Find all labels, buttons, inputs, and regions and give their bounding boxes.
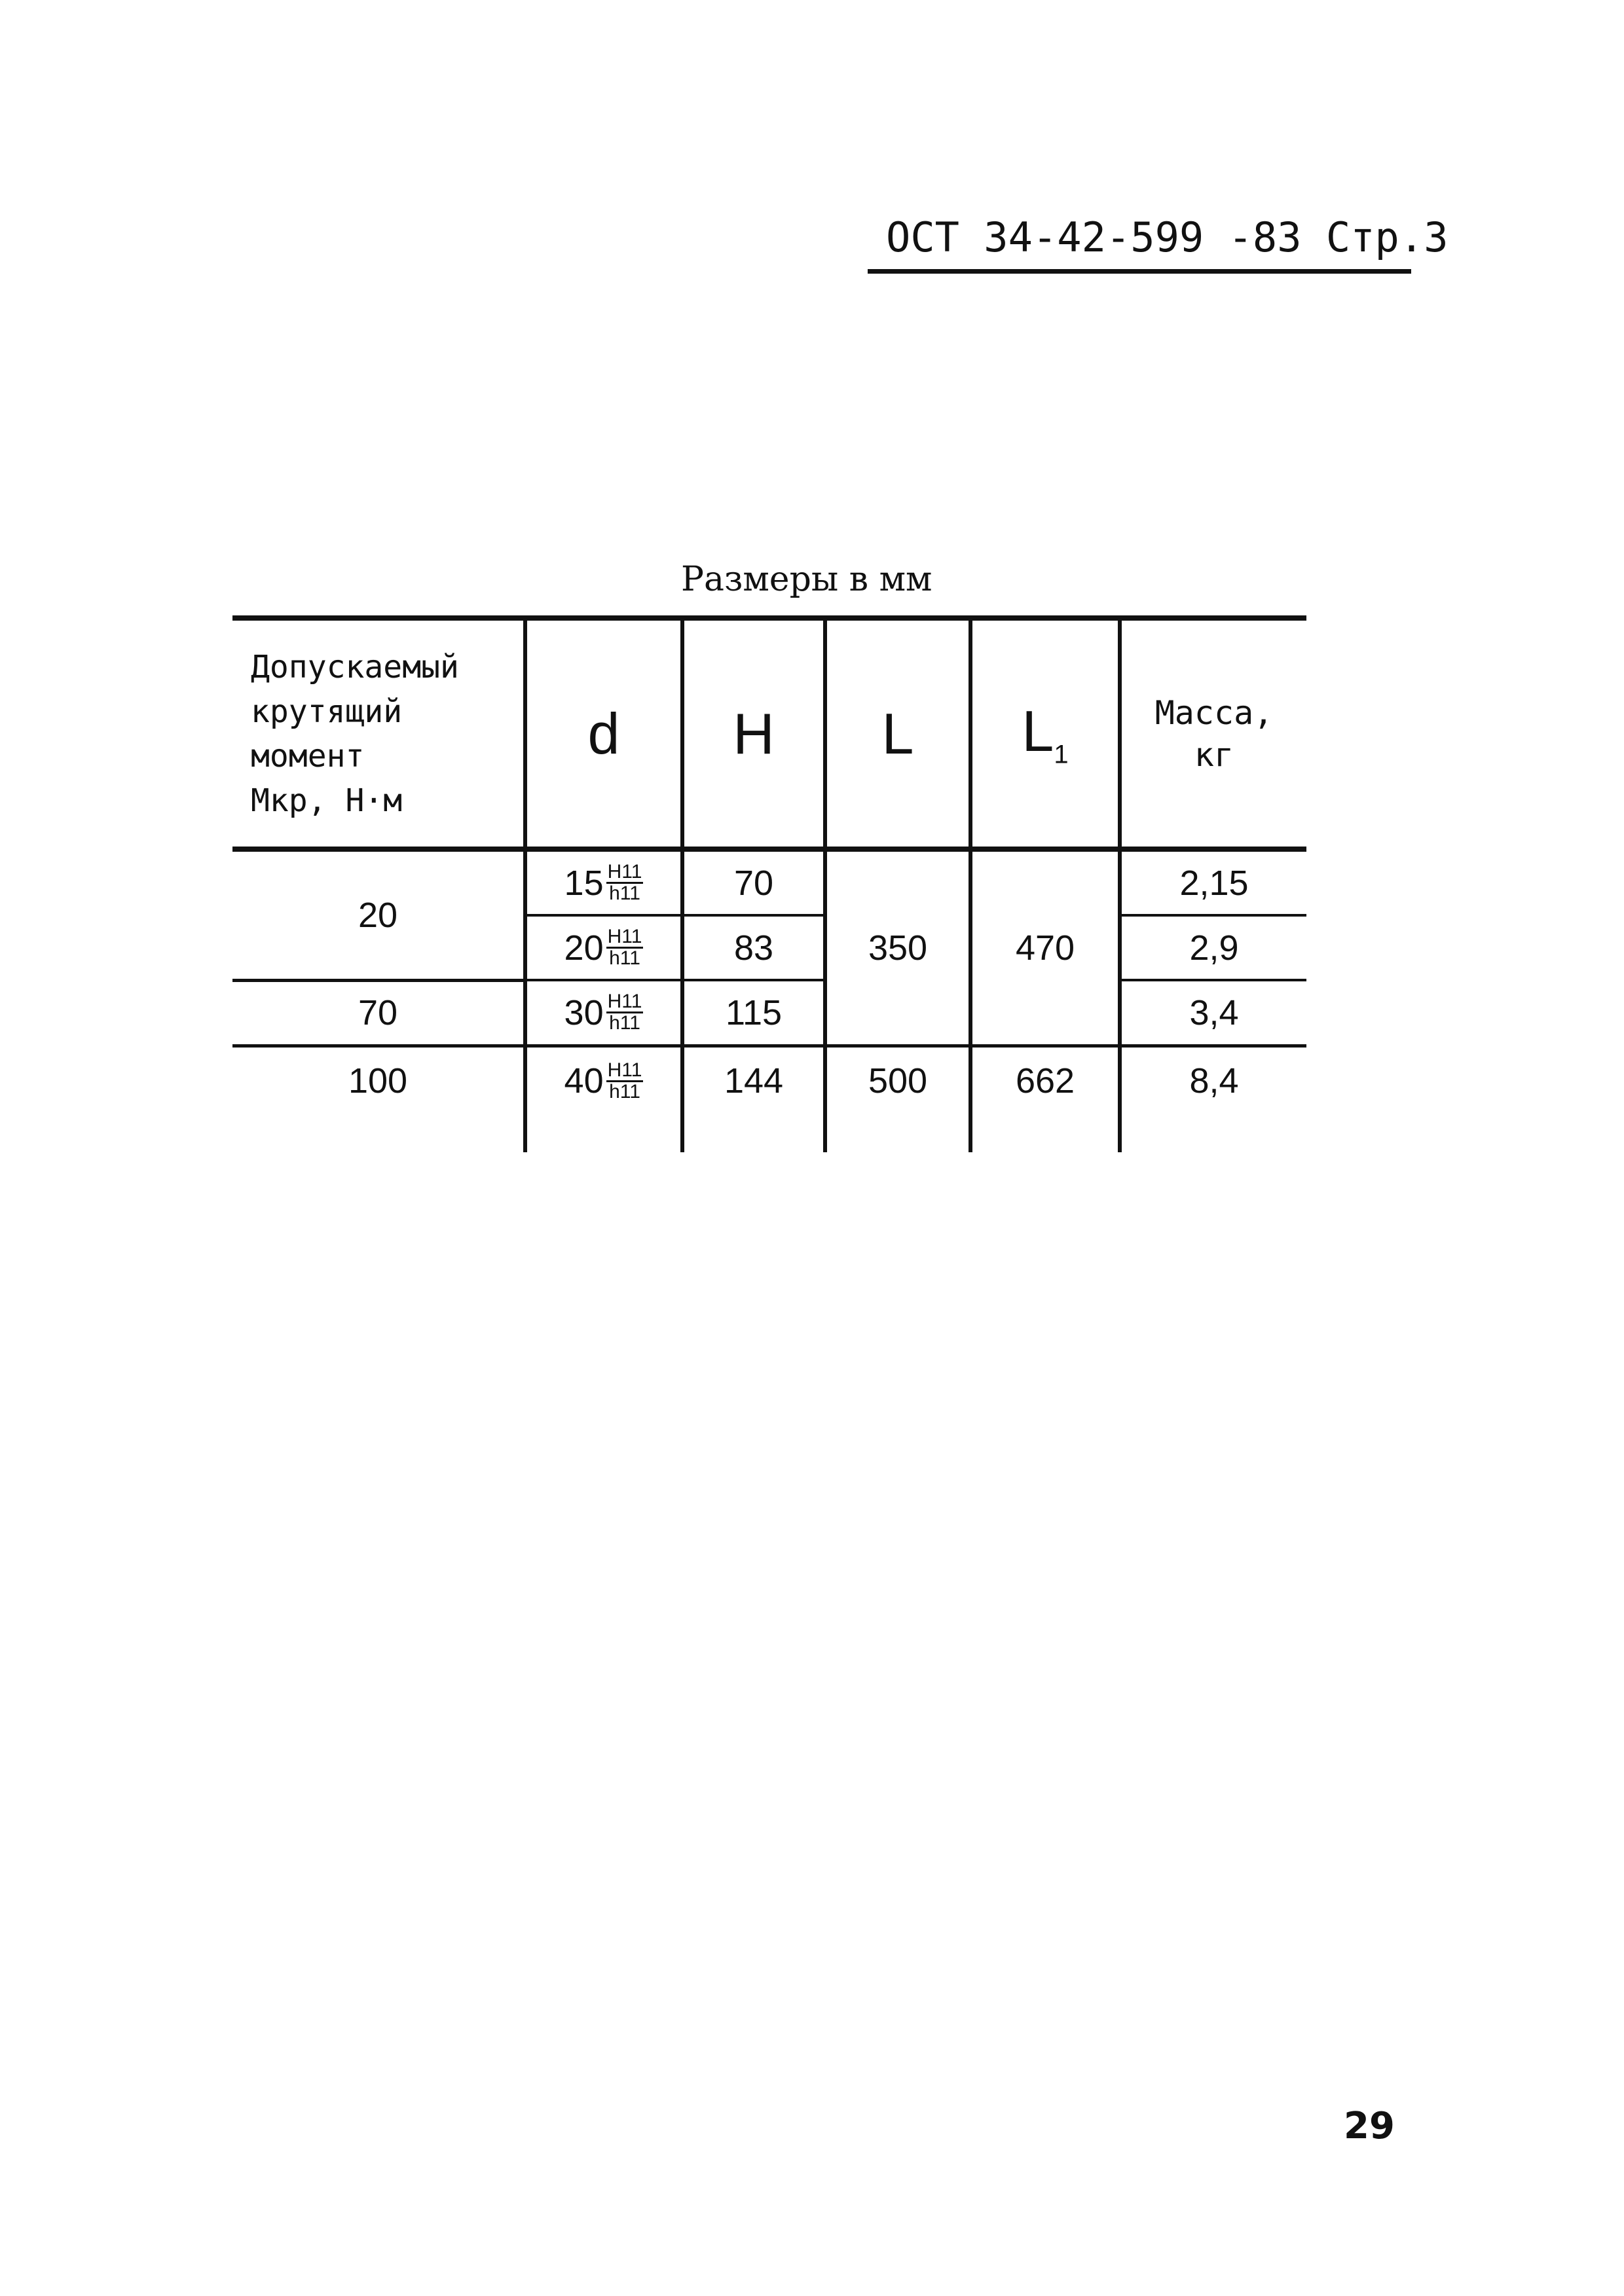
fit-shaft: h11: [609, 1080, 640, 1102]
fit-shaft: h11: [609, 947, 640, 969]
header-torque-line: Мкр, Н·м: [251, 782, 403, 819]
cell-h: 115: [682, 980, 825, 1046]
cell-torque: 70: [232, 980, 525, 1046]
cell-l: 350: [825, 849, 970, 1046]
cell-l1: 662: [970, 1046, 1120, 1152]
header-d: d: [525, 618, 682, 849]
fit-fraction: [606, 862, 644, 903]
cell-d: [525, 1046, 682, 1152]
header-l1: [970, 618, 1120, 849]
cell-l1: 470: [970, 849, 1120, 1046]
d-value: 20: [564, 928, 604, 968]
d-value: 30: [564, 993, 604, 1032]
table-caption: Размеры в мм: [681, 560, 932, 599]
cell-torque: 100: [232, 1046, 525, 1152]
header-mass-line: кг: [1194, 735, 1234, 774]
cell-d: [525, 980, 682, 1046]
header-torque-line: крутящий: [251, 693, 403, 730]
fit-hole: H11: [607, 991, 642, 1013]
table-row: [232, 849, 1306, 915]
fit-value: [564, 927, 644, 968]
fit-shaft: h11: [609, 1012, 640, 1034]
cell-l: 500: [825, 1046, 970, 1152]
document-header: ОСТ 34-42-599 -83 Стр.3: [868, 208, 1411, 274]
cell-mass: 2,15: [1120, 849, 1306, 915]
header-torque-line: Допускаемый: [251, 648, 459, 685]
d-value: 40: [564, 1061, 604, 1101]
cell-torque: 20: [232, 849, 525, 980]
fit-hole: H11: [607, 1059, 642, 1081]
cell-h: 70: [682, 849, 825, 915]
cell-mass: 8,4: [1189, 1061, 1239, 1101]
fit-value: [564, 992, 644, 1033]
cell-d: [525, 915, 682, 980]
fit-hole: H11: [607, 926, 642, 947]
cell-d: [525, 849, 682, 915]
header-torque-line: момент: [251, 737, 365, 774]
fit-shaft: h11: [609, 883, 640, 904]
cell-h: 144: [682, 1046, 825, 1152]
table-header-row: [232, 618, 1306, 849]
header-h: H: [682, 618, 825, 849]
page-number: 29: [1344, 2105, 1395, 2147]
fit-value: [564, 862, 644, 903]
table-row: [232, 980, 1306, 1046]
fit-value: [564, 1061, 644, 1102]
header-mass: [1120, 618, 1306, 849]
dimensions-table: [232, 615, 1306, 1152]
fit-fraction: [606, 992, 644, 1033]
header-torque: [232, 618, 525, 849]
header-l1-subscript: 1: [1054, 740, 1069, 769]
header-mass-line: Масса,: [1154, 693, 1274, 732]
cell-mass: 3,4: [1120, 980, 1306, 1046]
cell-mass: 2,9: [1120, 915, 1306, 980]
fit-hole: H11: [607, 861, 642, 883]
d-value: 15: [564, 863, 604, 903]
fit-fraction: [606, 1061, 644, 1102]
header-l1-symbol: L: [1022, 698, 1054, 763]
cell-h: 83: [682, 915, 825, 980]
fit-fraction: [606, 927, 644, 968]
table-row: [232, 1046, 1306, 1152]
header-l: L: [825, 618, 970, 849]
